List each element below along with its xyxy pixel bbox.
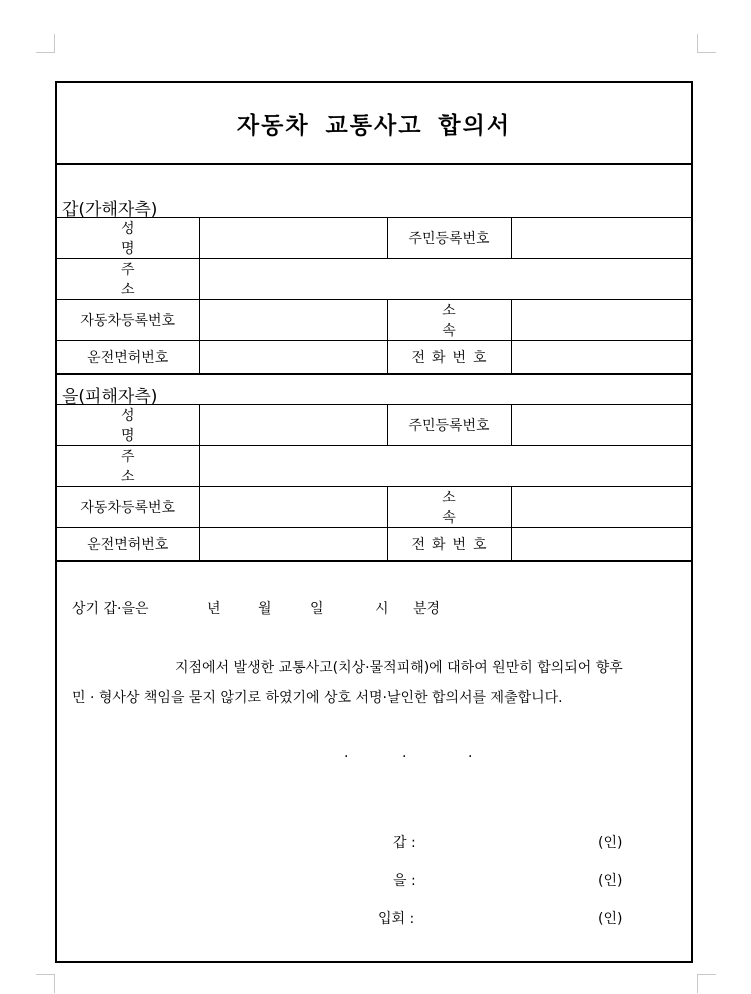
hour-label: 시 (375, 601, 389, 617)
minute-label: 분경 (413, 601, 441, 617)
crop-mark-top-left (36, 34, 55, 53)
party-a-table (57, 217, 691, 375)
title-row (57, 83, 691, 165)
seal-a: (인) (598, 835, 623, 851)
agreement-text-line-1: 지점에서 발생한 교통사고(치상·물적피해)에 대하여 원만히 합의되어 향후 (175, 660, 623, 676)
year-label: 년 (207, 601, 221, 617)
agreement-text-line-2: 민 · 형사상 책임을 묻지 않기로 하였기에 상호 서명·날인한 합의서를 제출합니다. (72, 690, 563, 706)
party-a-phone-label: 전화번호 (387, 341, 511, 374)
day-label: 일 (310, 601, 324, 617)
statement-intro: 상기 갑·을은 (72, 601, 149, 617)
agreement-form (55, 81, 693, 963)
party-a-license-field[interactable] (199, 341, 387, 374)
signature-label-witness: 입회 : (378, 911, 415, 927)
table-row (57, 300, 691, 341)
party-b-phone-label: 전화번호 (387, 528, 511, 561)
party-b-address-label: 주 소 (57, 446, 199, 487)
party-b-resident-no-label: 주민등록번호 (387, 405, 511, 446)
party-a-resident-no-label: 주민등록번호 (387, 218, 511, 259)
party-b-phone-field[interactable] (511, 528, 691, 561)
party-a-label: 갑(가해자측) (62, 200, 158, 220)
party-a-phone-field[interactable] (511, 341, 691, 374)
party-b-address-field[interactable] (199, 446, 691, 487)
party-b-table (57, 404, 691, 562)
party-b-name-field[interactable] (199, 405, 387, 446)
month-label: 월 (258, 601, 272, 617)
signature-label-b: 을 : (393, 873, 416, 889)
crop-mark-bottom-right (697, 974, 716, 993)
party-b-affiliation-field[interactable] (511, 487, 691, 528)
table-row (57, 446, 691, 487)
party-b-affiliation-label: 소 속 (387, 487, 511, 528)
date-dot-2: . (402, 745, 407, 761)
party-b-license-label: 운전면허번호 (57, 528, 199, 561)
crop-mark-bottom-left (36, 974, 55, 993)
date-dot-1: . (344, 745, 349, 761)
party-a-name-field[interactable] (199, 218, 387, 259)
seal-b: (인) (598, 873, 623, 889)
table-row (57, 487, 691, 528)
signature-label-a: 갑 : (393, 835, 416, 851)
party-a-affiliation-field[interactable] (511, 300, 691, 341)
party-b-name-label: 성 명 (57, 405, 199, 446)
table-row (57, 405, 691, 446)
party-a-car-reg-label: 자동차등록번호 (57, 300, 199, 341)
table-row (57, 528, 691, 561)
party-b-car-reg-label: 자동차등록번호 (57, 487, 199, 528)
seal-witness: (인) (598, 911, 623, 927)
crop-mark-top-right (697, 34, 716, 53)
table-row (57, 341, 691, 374)
table-row (57, 259, 691, 300)
party-b-label: 을(피해자측) (62, 387, 158, 407)
party-a-license-label: 운전면허번호 (57, 341, 199, 374)
party-a-address-label: 주 소 (57, 259, 199, 300)
party-a-resident-no-field[interactable] (511, 218, 691, 259)
table-row (57, 218, 691, 259)
date-dot-3: . (468, 745, 473, 761)
party-b-resident-no-field[interactable] (511, 405, 691, 446)
party-a-address-field[interactable] (199, 259, 691, 300)
party-b-license-field[interactable] (199, 528, 387, 561)
page-title: 자동차 교통사고 합의서 (236, 112, 512, 139)
party-a-name-label: 성 명 (57, 218, 199, 259)
party-a-car-reg-field[interactable] (199, 300, 387, 341)
party-b-car-reg-field[interactable] (199, 487, 387, 528)
party-a-affiliation-label: 소 속 (387, 300, 511, 341)
